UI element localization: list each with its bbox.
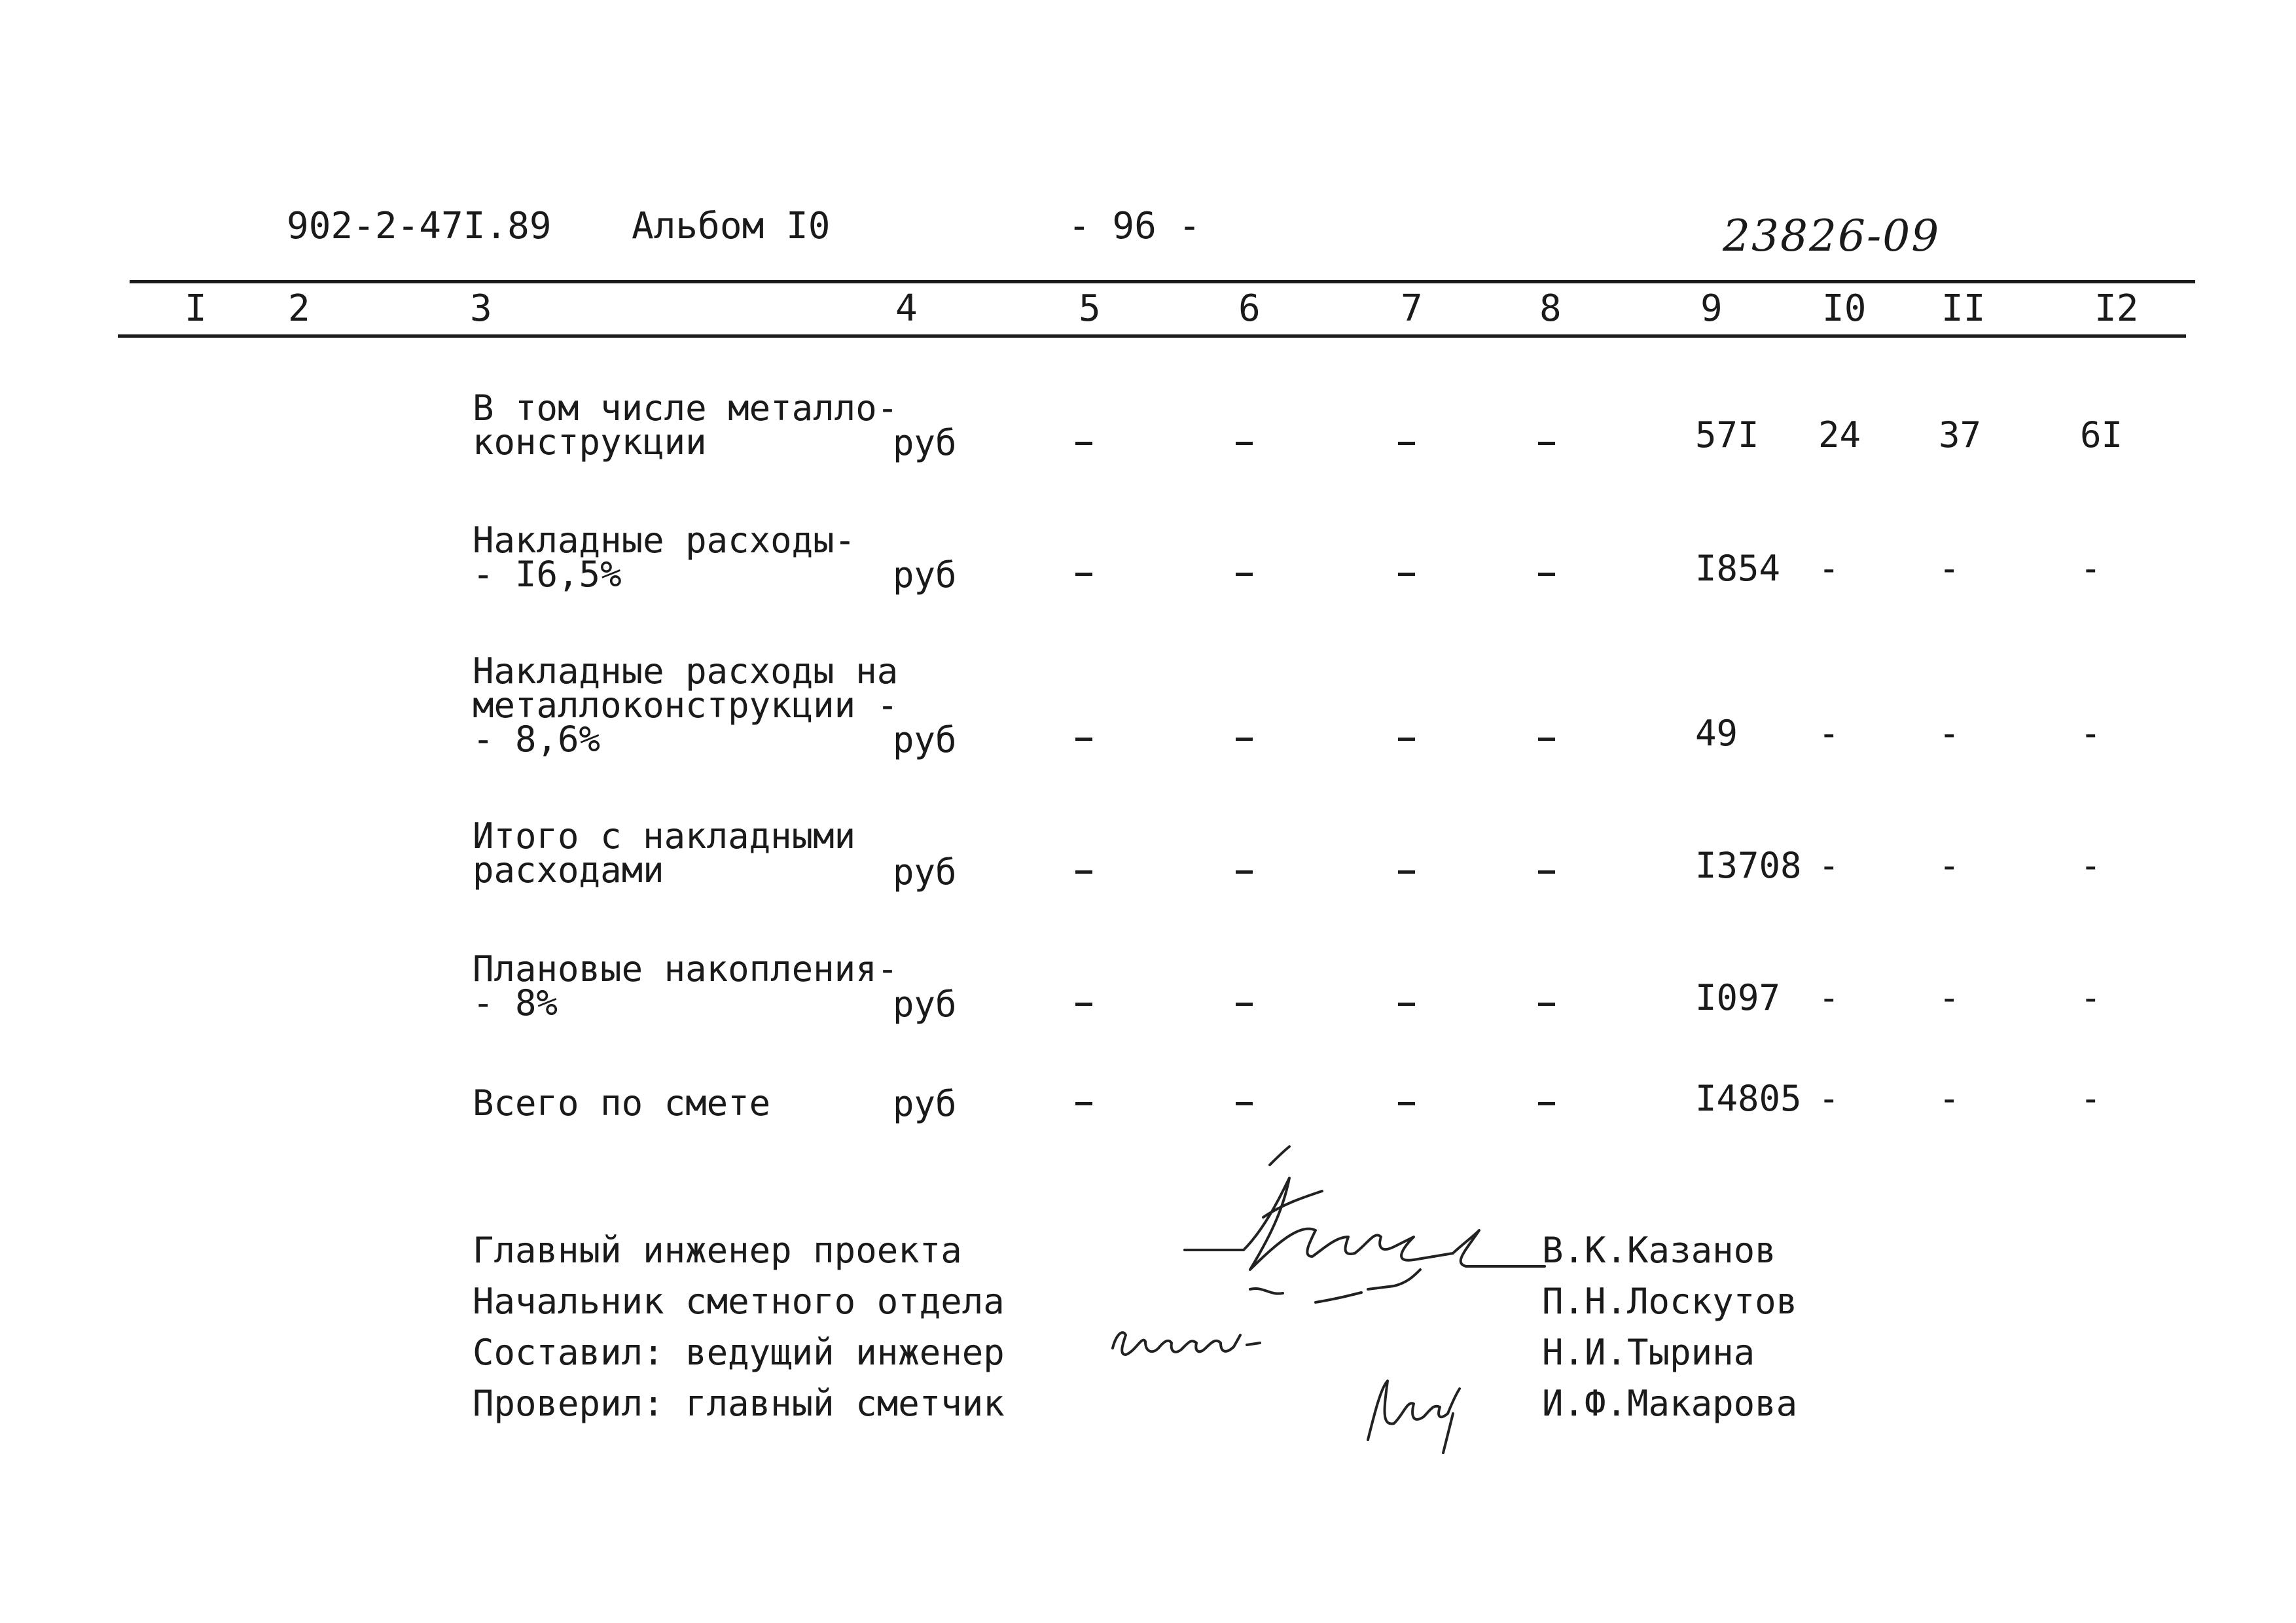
signature-kazanov <box>1185 1178 1545 1270</box>
value-cell-col12: - <box>2080 845 2102 886</box>
value-cell-col12: - <box>2080 977 2102 1018</box>
value-cell-col12: - <box>2080 713 2102 754</box>
value-cell-col10: - <box>1818 1078 1840 1119</box>
unit-cell: руб <box>893 984 957 1025</box>
column-number-4: 4 <box>895 287 918 330</box>
column-number-1: I <box>185 287 207 330</box>
signatory-title: Составил: ведущий инженер <box>473 1332 1005 1373</box>
signatory-title: Начальник сметного отдела <box>473 1281 1005 1322</box>
empty-cell-dash <box>1236 1003 1253 1006</box>
empty-cell-dash <box>1398 1003 1415 1006</box>
empty-cell-dash <box>1538 1102 1555 1105</box>
empty-cell-dash <box>1075 870 1092 874</box>
value-cell-col11: - <box>1939 845 1960 886</box>
unit-cell: руб <box>893 719 957 760</box>
value-cell-col9: I854 <box>1695 548 1781 589</box>
value-cell-col12: - <box>2080 1078 2102 1119</box>
value-cell-col10: - <box>1818 713 1840 754</box>
column-number-6: 6 <box>1238 287 1261 330</box>
empty-cell-dash <box>1398 738 1415 741</box>
empty-cell-dash <box>1398 573 1415 576</box>
value-cell-col10: - <box>1818 548 1840 589</box>
top-rule <box>130 280 2195 283</box>
value-cell-col9: I3708 <box>1695 845 1802 886</box>
signature-makarova <box>1368 1381 1460 1453</box>
empty-cell-dash <box>1538 573 1555 576</box>
table-row-description: Накладные расходы на металлоконструкции - - 8,6% <box>473 651 899 760</box>
empty-cell-dash <box>1075 1003 1092 1006</box>
empty-cell-dash <box>1538 442 1555 445</box>
handwritten-signatures <box>1086 1139 1558 1479</box>
value-cell-col11: - <box>1939 977 1960 1018</box>
empty-cell-dash <box>1236 738 1253 741</box>
empty-cell-dash <box>1398 870 1415 874</box>
column-number-10: I0 <box>1822 287 1867 330</box>
album-label: Альбом I0 <box>632 205 831 247</box>
value-cell-col11: 37 <box>1939 414 1982 455</box>
empty-cell-dash <box>1398 1102 1415 1105</box>
page-number: - 96 - <box>1068 205 1201 247</box>
empty-cell-dash <box>1075 738 1092 741</box>
empty-cell-dash <box>1398 442 1415 445</box>
value-cell-col10: 24 <box>1818 414 1861 455</box>
empty-cell-dash <box>1236 870 1253 874</box>
column-number-2: 2 <box>288 287 310 330</box>
signatory-name: В.К.Казанов <box>1542 1230 1776 1271</box>
column-number-11: II <box>1941 287 1986 330</box>
table-row-description: Плановые накопления- - 8% <box>473 948 899 1024</box>
empty-cell-dash <box>1538 1003 1555 1006</box>
value-cell-col12: - <box>2080 548 2102 589</box>
value-cell-col9: 49 <box>1695 713 1738 754</box>
empty-cell-dash <box>1236 1102 1253 1105</box>
unit-cell: руб <box>893 554 957 596</box>
signatory-name: И.Ф.Макарова <box>1542 1383 1798 1424</box>
table-row-description: Накладные расходы- - I6,5% <box>473 520 856 595</box>
doc-number: 23826-09 <box>1723 211 1941 261</box>
unit-cell: руб <box>893 851 957 893</box>
column-number-9: 9 <box>1700 287 1723 330</box>
signatory-name: Н.И.Тырина <box>1542 1332 1755 1373</box>
empty-cell-dash <box>1075 1102 1092 1105</box>
value-cell-col9: I097 <box>1695 977 1781 1018</box>
column-number-3: 3 <box>470 287 492 330</box>
empty-cell-dash <box>1538 870 1555 874</box>
value-cell-col12: 6I <box>2080 414 2123 455</box>
header-bottom-rule <box>118 334 2186 338</box>
empty-cell-dash <box>1236 442 1253 445</box>
signatory-name: П.Н.Лоскутов <box>1542 1281 1798 1322</box>
signature-kazanov-stroke <box>1263 1147 1322 1217</box>
unit-cell: руб <box>893 422 957 463</box>
value-cell-col9: 57I <box>1695 414 1759 455</box>
empty-cell-dash <box>1236 573 1253 576</box>
table-row-description: Всего по смете <box>473 1082 771 1124</box>
signatory-title: Главный инженер проекта <box>473 1230 962 1271</box>
value-cell-col10: - <box>1818 845 1840 886</box>
value-cell-col11: - <box>1939 548 1960 589</box>
value-cell-col9: I4805 <box>1695 1078 1802 1119</box>
column-number-5: 5 <box>1079 287 1101 330</box>
table-row-description: В том числе металло- конструкции <box>473 387 899 463</box>
column-number-12: I2 <box>2094 287 2139 330</box>
column-number-8: 8 <box>1539 287 1562 330</box>
table-row-description: Итого с накладными расходами <box>473 815 856 891</box>
empty-cell-dash <box>1075 573 1092 576</box>
value-cell-col10: - <box>1818 977 1840 1018</box>
value-cell-col11: - <box>1939 1078 1960 1119</box>
signatory-title: Проверил: главный сметчик <box>473 1383 1005 1424</box>
empty-cell-dash <box>1075 442 1092 445</box>
empty-cell-dash <box>1538 738 1555 741</box>
document-code: 902-2-47I.89 <box>287 205 552 247</box>
signature-loskutov <box>1250 1270 1420 1302</box>
column-number-7: 7 <box>1401 287 1423 330</box>
signature-tyrina <box>1113 1332 1260 1355</box>
unit-cell: руб <box>893 1083 957 1124</box>
value-cell-col11: - <box>1939 713 1960 754</box>
